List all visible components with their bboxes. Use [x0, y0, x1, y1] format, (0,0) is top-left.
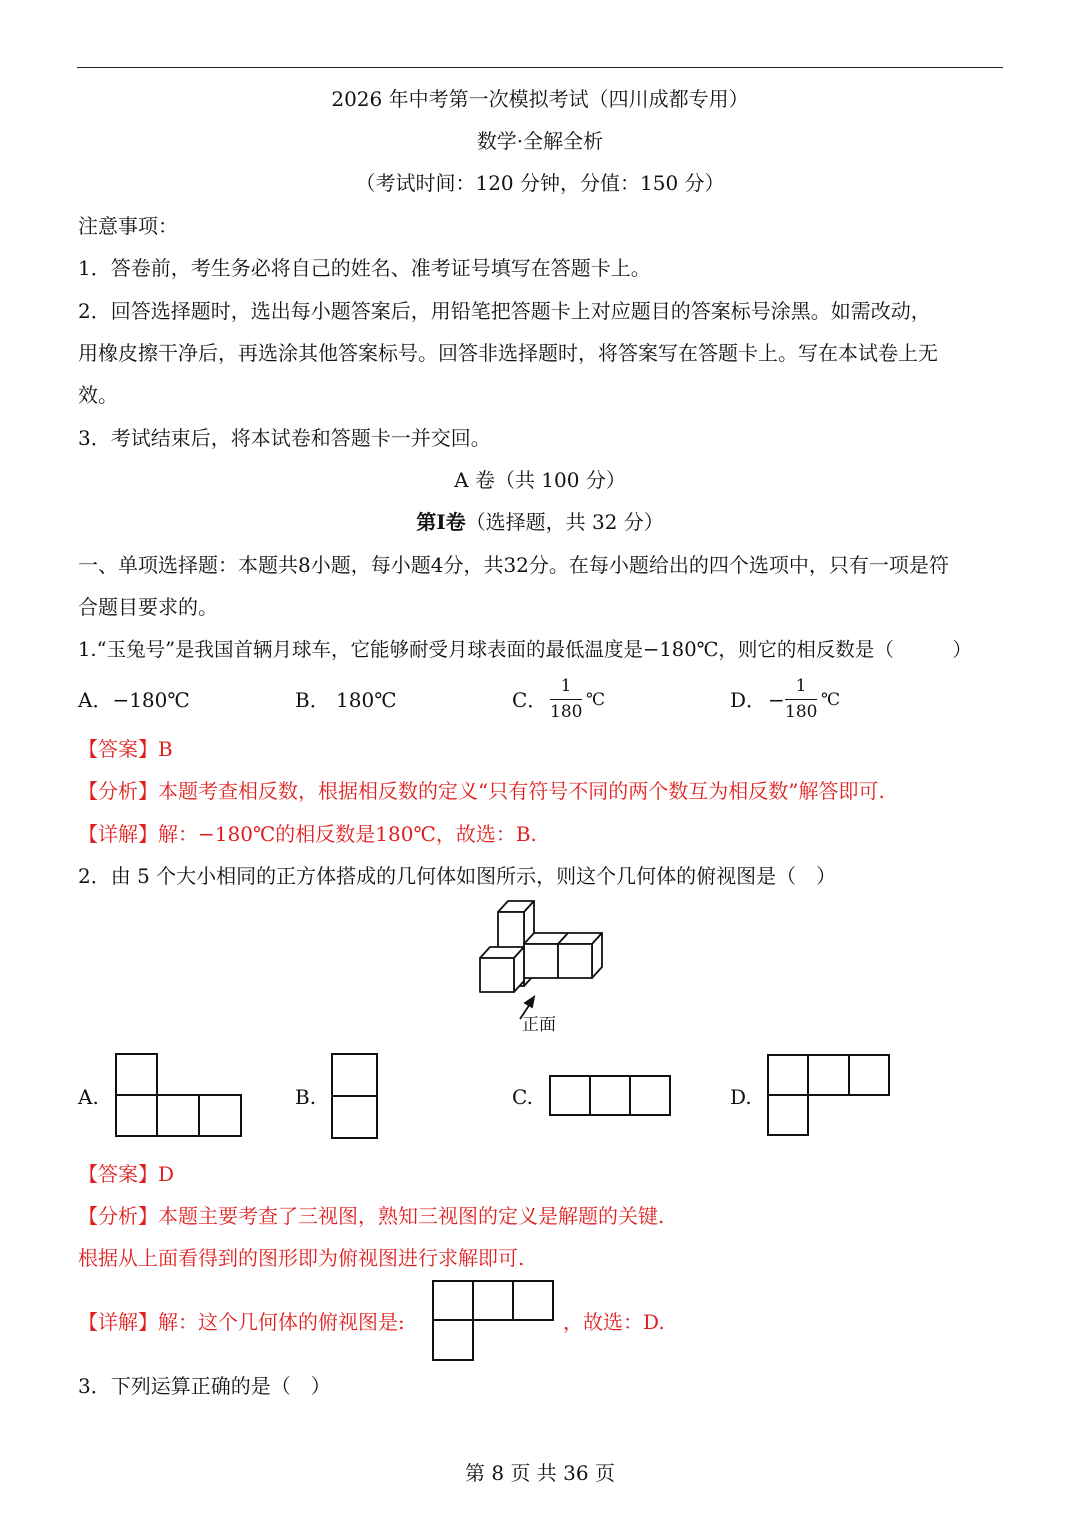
part-1-label: 第Ⅰ卷 — [416, 510, 466, 534]
q1-option-a: A．−180℃ — [78, 688, 190, 712]
header-rule — [77, 67, 1003, 68]
q1-analysis-tag: 【分析】 — [78, 779, 158, 803]
q1-c-fraction-bar — [550, 699, 582, 700]
page-footer: 第 8 页 共 36 页 — [465, 1461, 615, 1485]
q1-c-numerator: 1 — [560, 676, 572, 696]
q1-detail-text: 解：−180℃的相反数是180℃，故选：B. — [158, 822, 537, 846]
q2-analysis — [78, 1201, 664, 1231]
q2-analysis-line-2: 根据从上面看得到的图形即为俯视图进行求解即可. — [78, 1246, 525, 1270]
exam-subtitle: 数学·全解全析 — [476, 129, 604, 153]
volume-a-heading: A 卷（共 100 分） — [454, 468, 626, 492]
q1-d-fraction-bar — [785, 699, 817, 700]
q1-detail — [78, 819, 537, 849]
notes-heading: 注意事项： — [78, 214, 178, 238]
instructions-line-1: 一、单项选择题：本题共8小题，每小题4分，共32分。在每小题给出的四个选项中，只有一项是符 — [78, 553, 949, 577]
q2-analysis-tag: 【分析】 — [78, 1204, 158, 1228]
q2-front-label: 正面 — [522, 1015, 556, 1035]
q1-d-unit: ℃ — [821, 690, 841, 710]
instructions-line-2: 合题目要求的。 — [78, 595, 218, 619]
q2-option-d-label: D. — [730, 1085, 752, 1109]
q2-detail-tag: 【详解】 — [78, 1310, 158, 1334]
q1-stem: 1.“玉兔号”是我国首辆月球车，它能够耐受月球表面的最低温度是−180℃，则它的相反数是（ ） — [78, 638, 972, 661]
notes-item-2-line-3: 效。 — [78, 383, 118, 407]
q1-answer-tag: 【答案】 — [78, 737, 158, 761]
q2-detail-figure — [432, 1280, 556, 1362]
q1-c-denominator: 180 — [550, 702, 583, 722]
q2-detail — [78, 1307, 405, 1337]
q1-d-denominator: 180 — [785, 702, 818, 722]
q1-c-unit: ℃ — [586, 690, 606, 710]
q1-analysis — [78, 776, 885, 806]
q1-d-sign: − — [768, 688, 785, 712]
notes-item-1: 1．答卷前，考生务必将自己的姓名、准考证号填写在答题卡上。 — [78, 256, 651, 280]
q1-d-numerator: 1 — [795, 676, 807, 696]
q2-option-b-figure — [331, 1053, 379, 1139]
part-1-desc: （选择题，共 32 分） — [465, 510, 664, 534]
q2-analysis-text: 本题主要考查了三视图，熟知三视图的定义是解题的关键. — [158, 1204, 665, 1228]
q1-answer-value: B — [158, 737, 173, 761]
q2-answer — [78, 1159, 174, 1189]
q2-option-a-label: A. — [78, 1085, 99, 1109]
q1-option-d-label: D． — [730, 688, 767, 712]
exam-info: （考试时间：120 分钟，分值：150 分） — [355, 171, 725, 195]
q1-option-c-label: C． — [512, 688, 548, 712]
notes-item-2-line-2: 用橡皮擦干净后，再选涂其他答案标号。回答非选择题时，将答案写在答题卡上。写在本试卷上无 — [78, 341, 938, 365]
q1-answer — [78, 734, 173, 764]
q2-option-b-label: B. — [295, 1085, 317, 1109]
notes-item-3: 3．考试结束后，将本试卷和答题卡一并交回。 — [78, 426, 491, 450]
q2-answer-tag: 【答案】 — [78, 1162, 158, 1186]
q1-analysis-text: 本题考查相反数，根据相反数的定义“只有符号不同的两个数互为相反数”解答即可. — [158, 779, 885, 803]
q2-option-c-figure — [549, 1075, 673, 1117]
exam-title: 2026 年中考第一次模拟考试（四川成都专用） — [331, 87, 749, 111]
q2-option-c-label: C. — [512, 1085, 533, 1109]
q2-answer-value: D — [158, 1162, 175, 1186]
q2-detail-conclusion: ，故选：D. — [563, 1310, 665, 1334]
q2-stem: 2．由 5 个大小相同的正方体搭成的几何体如图所示，则这个几何体的俯视图是（ ） — [78, 864, 837, 888]
notes-item-2-line-1: 2．回答选择题时，选出每小题答案后，用铅笔把答题卡上对应题目的答案标号涂黑。如需改动， — [78, 299, 931, 323]
q2-option-d-figure — [767, 1054, 892, 1138]
q2-detail-text: 解：这个几何体的俯视图是: — [158, 1310, 405, 1334]
q2-option-a-figure — [115, 1053, 243, 1137]
part-1-heading — [0, 507, 1080, 537]
q1-option-b: B． 180℃ — [295, 688, 397, 712]
q1-detail-tag: 【详解】 — [78, 822, 158, 846]
q3-stem: 3．下列运算正确的是（ ） — [78, 1374, 331, 1398]
